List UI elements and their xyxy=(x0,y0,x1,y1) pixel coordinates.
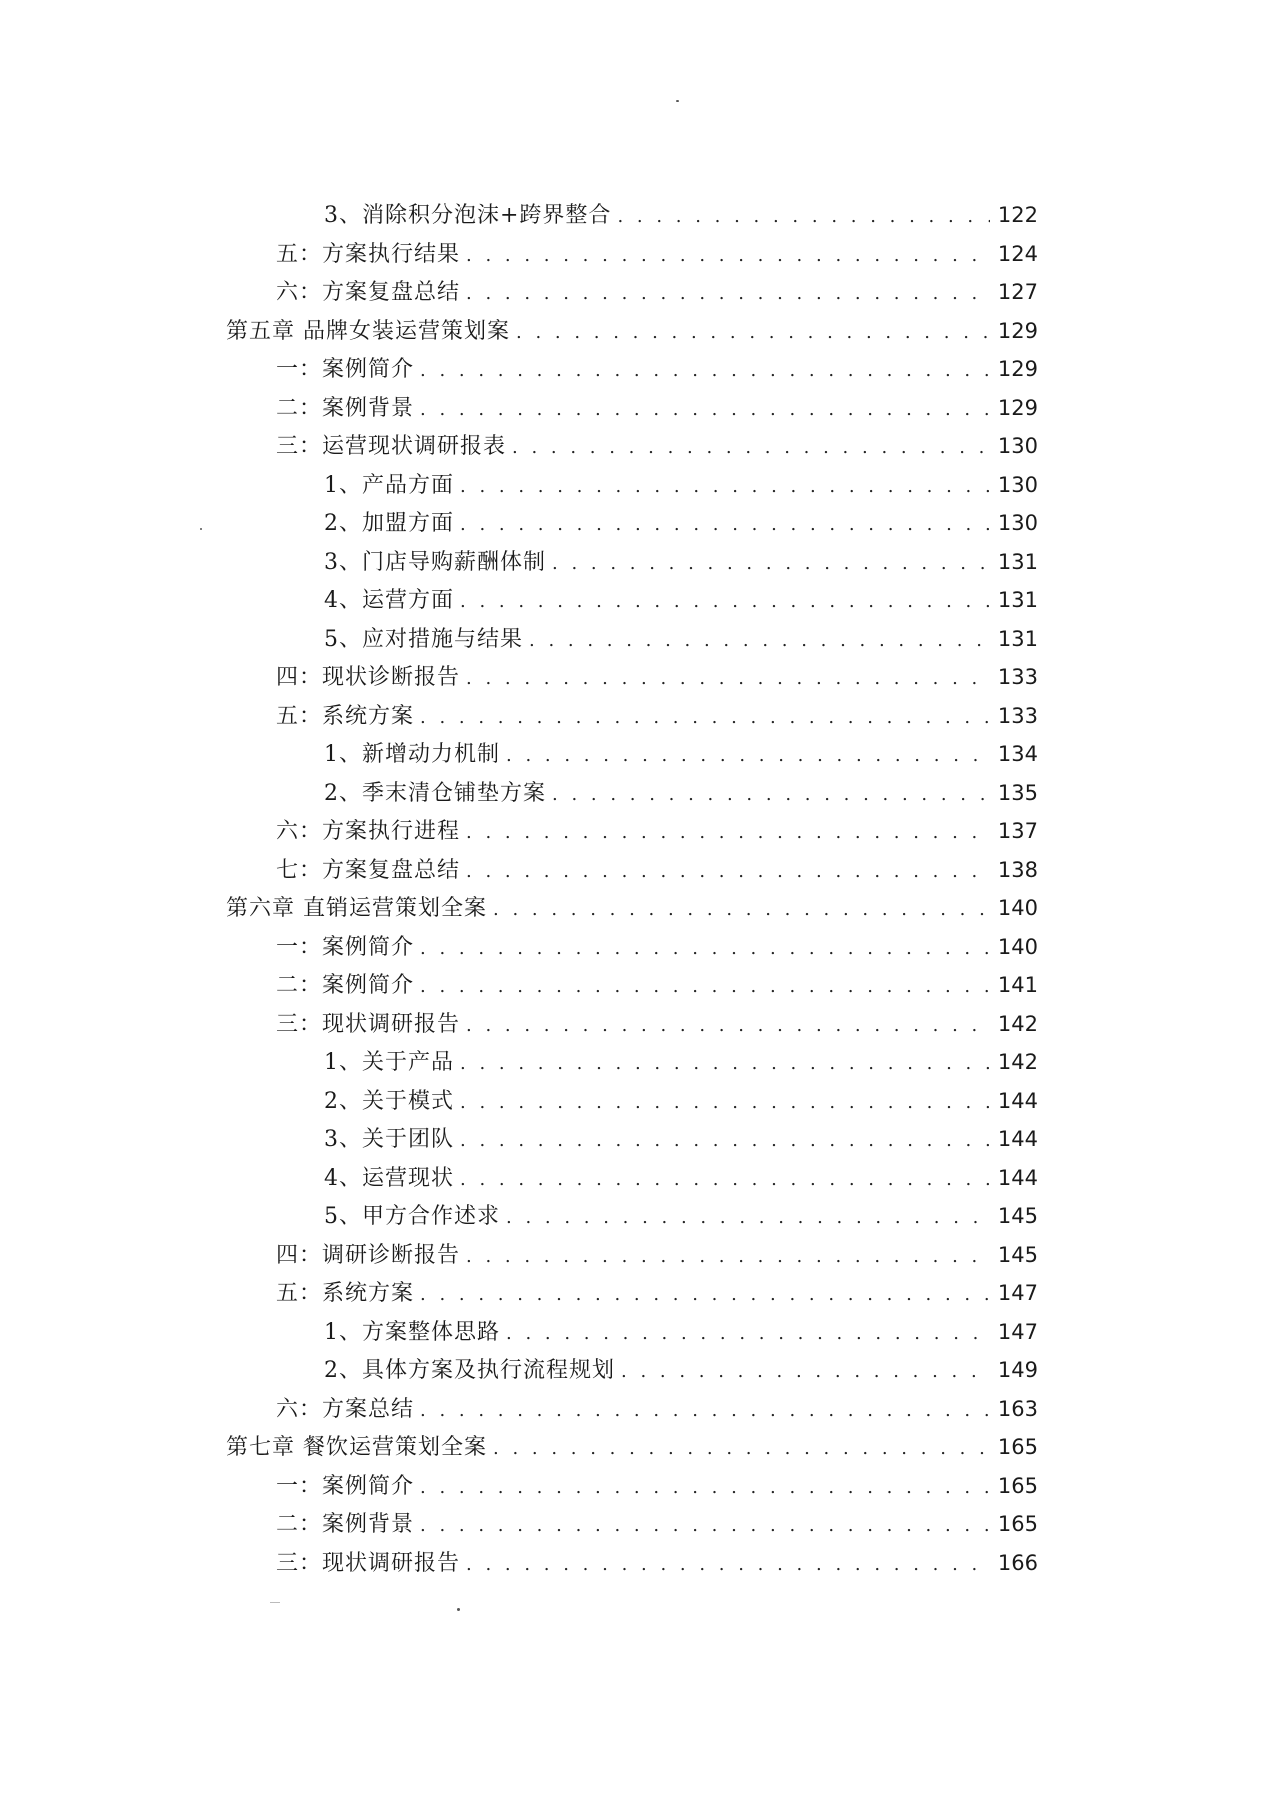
toc-entry-title: 2、季末清仓铺垫方案 xyxy=(324,780,546,806)
toc-subsection-entry xyxy=(226,1120,1038,1159)
toc-dot-leader xyxy=(420,1507,990,1546)
scan-speck xyxy=(200,528,202,530)
toc-section-entry xyxy=(226,350,1038,389)
toc-page-number: 142 xyxy=(997,1050,1038,1074)
toc-dot-leader xyxy=(460,1084,990,1123)
toc-dot-leader xyxy=(506,1315,990,1354)
toc-section-entry xyxy=(226,1467,1038,1506)
toc-dot-leader xyxy=(420,1392,990,1431)
toc-entry-title: 1、产品方面 xyxy=(324,472,454,498)
toc-page-number: 130 xyxy=(997,511,1038,535)
toc-dot-leader xyxy=(420,699,990,738)
toc-page-number: 131 xyxy=(997,549,1038,574)
toc-entry-title: 2、加盟方面 xyxy=(324,511,454,536)
toc-dot-leader xyxy=(466,237,990,276)
toc-dot-leader xyxy=(466,1007,990,1046)
toc-entry-title: 4、运营方面 xyxy=(324,588,454,613)
toc-subsection-entry xyxy=(226,1313,1038,1352)
toc-entry-title: 四：现状诊断报告 xyxy=(276,665,461,690)
toc-page-number: 133 xyxy=(997,703,1038,728)
toc-page-number: 129 xyxy=(997,395,1038,420)
toc-section-entry xyxy=(226,966,1038,1005)
toc-subsection-entry xyxy=(226,774,1038,813)
toc-entry-title: 3、关于团队 xyxy=(324,1127,454,1152)
toc-page-number: 145 xyxy=(997,1204,1038,1228)
toc-page-number: 137 xyxy=(997,819,1038,843)
toc-page-number: 122 xyxy=(997,203,1038,227)
toc-subsection-entry xyxy=(226,196,1038,235)
toc-entry-title: 二：案例背景 xyxy=(276,1512,415,1537)
toc-section-entry xyxy=(226,812,1038,851)
toc-dot-leader xyxy=(493,1430,990,1469)
toc-entry-title: 五：系统方案 xyxy=(276,1281,415,1306)
toc-entry-title: 七：方案复盘总结 xyxy=(276,857,461,883)
toc-section-entry xyxy=(226,427,1038,466)
toc-chapter-entry xyxy=(226,1428,1038,1467)
toc-entry-title: 六：方案复盘总结 xyxy=(276,280,461,305)
toc-dot-leader xyxy=(420,352,990,391)
toc-entry-title: 第五章 品牌女装运营策划案 xyxy=(226,318,510,344)
toc-subsection-entry xyxy=(226,735,1038,774)
toc-entry-title: 三：现状调研报告 xyxy=(276,1011,461,1037)
toc-dot-leader xyxy=(493,891,990,930)
toc-section-entry xyxy=(226,1236,1038,1275)
toc-page-number: 140 xyxy=(997,896,1038,920)
toc-dot-leader xyxy=(512,429,990,468)
toc-section-entry xyxy=(226,697,1038,736)
toc-dot-leader xyxy=(460,1045,990,1084)
toc-entry-title: 1、新增动力机制 xyxy=(324,742,500,767)
toc-section-entry xyxy=(226,1390,1038,1429)
toc-section-entry xyxy=(226,1005,1038,1044)
scan-speck xyxy=(676,100,679,102)
toc-page-number: 124 xyxy=(997,241,1038,266)
toc-dot-leader xyxy=(460,1161,990,1200)
toc-page-number: 163 xyxy=(997,1396,1038,1421)
toc-page-number: 127 xyxy=(997,280,1038,304)
toc-page-number: 130 xyxy=(997,472,1038,497)
toc-subsection-entry xyxy=(226,1043,1038,1082)
toc-dot-leader xyxy=(529,622,990,661)
toc-entry-title: 五：系统方案 xyxy=(276,703,415,729)
toc-dot-leader xyxy=(466,814,990,853)
toc-page-number: 142 xyxy=(997,1011,1038,1036)
toc-dot-leader xyxy=(460,506,990,545)
toc-subsection-entry xyxy=(226,581,1038,620)
toc-entry-title: 三：现状调研报告 xyxy=(276,1550,461,1576)
toc-page-number: 138 xyxy=(997,857,1038,882)
toc-dot-leader xyxy=(460,1122,990,1161)
table-of-contents xyxy=(226,196,1038,1582)
toc-page-number: 134 xyxy=(997,742,1038,766)
toc-page-number: 133 xyxy=(997,665,1038,689)
toc-entry-title: 三：运营现状调研报表 xyxy=(276,434,507,459)
toc-page-number: 144 xyxy=(997,1088,1038,1113)
toc-subsection-entry xyxy=(226,1082,1038,1121)
toc-section-entry xyxy=(226,851,1038,890)
toc-page-number: 131 xyxy=(997,588,1038,612)
toc-dot-leader xyxy=(466,660,990,699)
toc-section-entry xyxy=(226,1544,1038,1583)
toc-chapter-entry xyxy=(226,889,1038,928)
toc-entry-title: 第七章 餐饮运营策划全案 xyxy=(226,1435,487,1460)
toc-entry-title: 五：方案执行结果 xyxy=(276,241,461,267)
toc-section-entry xyxy=(226,389,1038,428)
toc-page-number: 144 xyxy=(997,1165,1038,1190)
toc-chapter-entry xyxy=(226,312,1038,351)
toc-page-number: 147 xyxy=(997,1319,1038,1344)
toc-entry-title: 二：案例简介 xyxy=(276,973,415,998)
toc-dot-leader xyxy=(552,776,990,815)
toc-entry-title: 3、消除积分泡沫+跨界整合 xyxy=(324,203,612,228)
toc-dot-leader xyxy=(466,1238,990,1277)
toc-dot-leader xyxy=(466,1546,990,1585)
toc-section-entry xyxy=(226,1505,1038,1544)
toc-entry-title: 2、关于模式 xyxy=(324,1088,454,1114)
toc-entry-title: 四：调研诊断报告 xyxy=(276,1242,461,1268)
toc-section-entry xyxy=(226,928,1038,967)
toc-entry-title: 一：案例简介 xyxy=(276,357,415,382)
toc-entry-title: 5、甲方合作述求 xyxy=(324,1204,500,1229)
toc-page-number: 140 xyxy=(997,934,1038,959)
toc-entry-title: 1、关于产品 xyxy=(324,1050,454,1075)
toc-subsection-entry xyxy=(226,1351,1038,1390)
toc-page-number: 147 xyxy=(997,1281,1038,1305)
toc-subsection-entry xyxy=(226,504,1038,543)
toc-subsection-entry xyxy=(226,1197,1038,1236)
toc-subsection-entry xyxy=(226,620,1038,659)
toc-section-entry xyxy=(226,273,1038,312)
toc-entry-title: 一：案例简介 xyxy=(276,934,415,960)
toc-entry-title: 3、门店导购薪酬体制 xyxy=(324,549,546,575)
toc-entry-title: 一：案例简介 xyxy=(276,1473,415,1499)
toc-entry-title: 2、具体方案及执行流程规划 xyxy=(324,1358,615,1383)
toc-page-number: 129 xyxy=(997,357,1038,381)
toc-section-entry xyxy=(226,235,1038,274)
toc-dot-leader xyxy=(621,1353,990,1392)
toc-entry-title: 第六章 直销运营策划全案 xyxy=(226,896,487,921)
toc-dot-leader xyxy=(506,737,990,776)
toc-page-number: 165 xyxy=(997,1473,1038,1498)
toc-page-number: 135 xyxy=(997,780,1038,805)
scan-speck xyxy=(270,1602,280,1603)
toc-entry-title: 六：方案总结 xyxy=(276,1396,415,1422)
toc-entry-title: 4、运营现状 xyxy=(324,1165,454,1191)
toc-section-entry xyxy=(226,658,1038,697)
toc-page-number: 166 xyxy=(997,1550,1038,1575)
toc-subsection-entry xyxy=(226,1159,1038,1198)
toc-dot-leader xyxy=(420,930,990,969)
toc-dot-leader xyxy=(460,468,990,507)
toc-section-entry xyxy=(226,1274,1038,1313)
toc-entry-title: 二：案例背景 xyxy=(276,395,415,421)
toc-page-number: 145 xyxy=(997,1242,1038,1267)
toc-page-number: 144 xyxy=(997,1127,1038,1151)
toc-entry-title: 1、方案整体思路 xyxy=(324,1319,500,1345)
toc-dot-leader xyxy=(466,853,990,892)
toc-dot-leader xyxy=(466,275,990,314)
toc-dot-leader xyxy=(420,1469,990,1508)
toc-subsection-entry xyxy=(226,466,1038,505)
toc-dot-leader xyxy=(506,1199,990,1238)
toc-dot-leader xyxy=(460,583,990,622)
toc-page-number: 165 xyxy=(997,1512,1038,1536)
toc-dot-leader xyxy=(516,314,990,353)
toc-page-number: 165 xyxy=(997,1435,1038,1459)
toc-entry-title: 六：方案执行进程 xyxy=(276,819,461,844)
toc-dot-leader xyxy=(420,1276,990,1315)
toc-page-number: 141 xyxy=(997,973,1038,997)
scan-speck xyxy=(457,1608,460,1611)
toc-dot-leader xyxy=(552,545,990,584)
toc-page-number: 131 xyxy=(997,626,1038,651)
toc-dot-leader xyxy=(617,198,990,237)
toc-entry-title: 5、应对措施与结果 xyxy=(324,626,523,652)
toc-dot-leader xyxy=(420,968,990,1007)
toc-page-number: 129 xyxy=(997,318,1038,343)
toc-dot-leader xyxy=(420,391,990,430)
toc-subsection-entry xyxy=(226,543,1038,582)
toc-page-number: 149 xyxy=(997,1358,1038,1382)
toc-page-number: 130 xyxy=(997,434,1038,458)
